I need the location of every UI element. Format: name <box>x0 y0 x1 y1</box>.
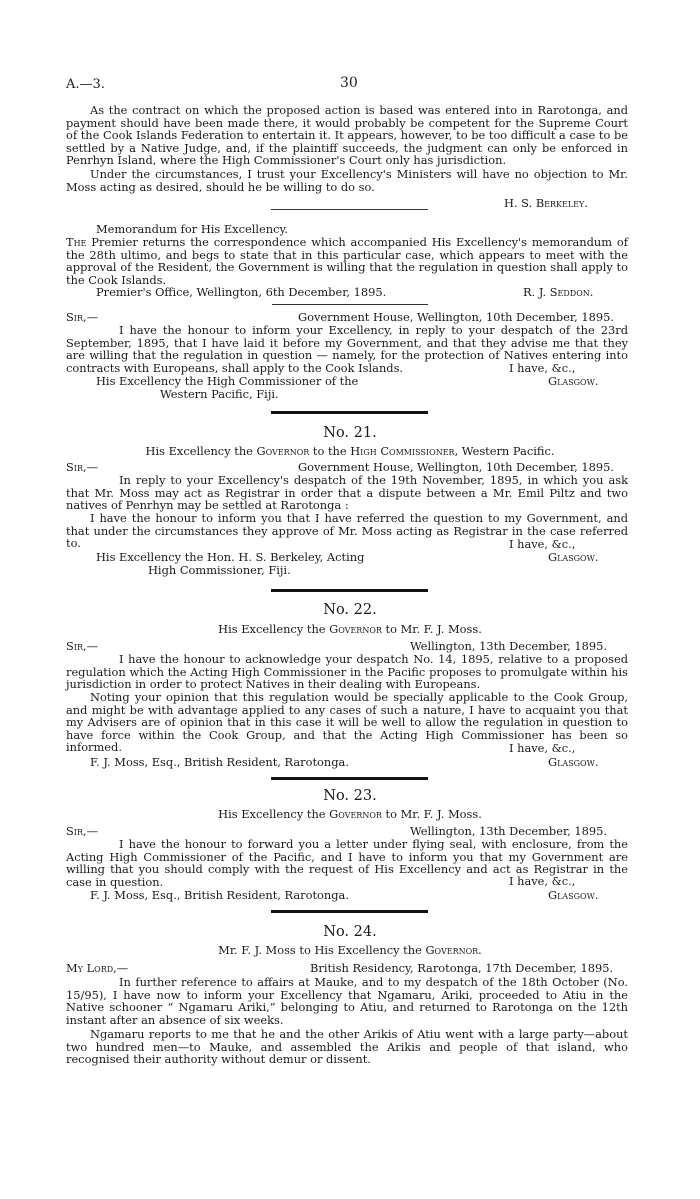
divider <box>271 209 428 210</box>
section-divider <box>271 589 428 592</box>
section-heading: His Excellency the Governor to Mr. F. J. Moss. <box>218 807 482 821</box>
addressee: F. J. Moss, Esq., British Resident, Rarotonga. <box>90 888 349 902</box>
paragraph: Noting your opinion that this regulation would be specially applicable to the Cook Group, and might be with advantage applied to any cases of such a nature, I have to acquaint you that my Advisers are of opinion that in this case it will be well to allow the regulation in question to have force within the Cook Group, and that the Acting High Commissioner has been so informed. <box>66 690 628 755</box>
closing: I have, &c., <box>509 874 576 888</box>
salutation: Sir,— <box>66 824 98 838</box>
section-number: No. 24. <box>323 924 377 940</box>
signature: H. S. Berkeley. <box>504 196 588 210</box>
section-heading: His Excellency the Governor to Mr. F. J. Moss. <box>218 622 482 636</box>
memorandum-title: Memorandum for His Excellency. <box>96 222 289 236</box>
salutation: Sir,— <box>66 639 98 653</box>
paragraph: In reply to your Excellency's despatch of the 19th November, 1895, in which you ask that Mr. Moss may act as Registrar in order that a dispute between a Mr. Emil Piltz and two natives of Penrhyn may be settled at Rarotonga : <box>66 473 628 513</box>
salutation: Sir,— <box>66 460 98 474</box>
paragraph-text: Premier returns the correspondence which accompanied His Excellency's memorandum of the 28th ultimo, and begs to state that in this particular case, which appears to meet with the approval of the Resident, the Government is willing that the regulation in question shall apply to the Cook Islands. <box>66 235 628 287</box>
paragraph: As the contract on which the proposed action is based was entered into in Rarotonga, and payment should have been made there, it would probably be competent for the Supreme Court of the Cook Islands Federation to entertain it. It appears, however, to be too difficult a case to be settled by a Native Judge, and, if the plaintiff succeeds, the judgment can only be enforced in Penrhyn Island, where the High Commissioner's Court only has jurisdiction. <box>66 103 628 168</box>
page-number: 30 <box>340 75 358 91</box>
paragraph <box>66 236 628 286</box>
section-divider <box>271 910 428 913</box>
addressee: F. J. Moss, Esq., British Resident, Rarotonga. <box>90 755 349 769</box>
place-date: Premier's Office, Wellington, 6th December, 1895. <box>96 285 387 299</box>
section-heading: His Excellency the Governor to the High Commissioner, Western Pacific. <box>145 444 555 458</box>
divider <box>272 304 428 305</box>
addressee: Western Pacific, Fiji. <box>160 387 279 401</box>
signature: Glasgow. <box>548 755 599 769</box>
address-date: Government House, Wellington, 10th December, 1895. <box>298 460 614 474</box>
paragraph: In further reference to affairs at Mauke, and to my despatch of the 18th October (No. 15/95), I have now to inform your Excellency that Ngamaru, Ariki, proceeded to Atiu in the Native schooner “ Ngamaru Ariki,” belonging to Atiu, and returned to Rarotonga on the 12th instant after an absence of six weeks. <box>66 975 628 1027</box>
addressee: High Commissioner, Fiji. <box>148 563 291 577</box>
paragraph: I have the honour to acknowledge your despatch No. 14, 1895, relative to a proposed regulation which the Acting High Commissioner in the Pacific proposes to promulgate within his jurisdiction in order to protect Natives in their dealing with Europeans. <box>66 652 628 692</box>
paragraph: Under the circumstances, I trust your Excellency's Ministers will have no objection to Mr. Moss acting as desired, should he be willing to do so. <box>66 167 628 194</box>
closing: I have, &c., <box>509 537 576 551</box>
closing: I have, &c., <box>509 361 576 375</box>
addressee: His Excellency the High Commissioner of the <box>96 374 359 388</box>
address-date: British Residency, Rarotonga, 17th December, 1895. <box>310 961 614 975</box>
drop-word: The <box>66 235 87 249</box>
signature: Glasgow. <box>548 550 599 564</box>
signature: R. J. Seddon. <box>523 285 594 299</box>
paragraph: I have the honour to forward you a letter under flying seal, with enclosure, from the Acting High Commissioner of the Pacific, and I have to inform you that my Government are willing that you should comply with the request of His Excellency and act as Registrar in the case in question. <box>66 837 628 889</box>
signature: Glasgow. <box>548 374 599 388</box>
paragraph: Ngamaru reports to me that he and the other Arikis of Atiu went with a large party—about two hundred men—to Mauke, and assembled the Arikis and people of that island, who recognised their authority without demur or dissent. <box>66 1027 628 1067</box>
address-date: Government House, Wellington, 10th December, 1895. <box>298 310 614 324</box>
section-number: No. 23. <box>323 788 377 804</box>
section-heading: Mr. F. J. Moss to His Excellency the Governor. <box>218 943 482 957</box>
paragraph: I have the honour to inform your Excellency, in reply to your despatch of the 23rd September, 1895, that I have laid it before my Government, and that they advise me that they are willing that the regulation in question — namely, for the protection of Natives entering into contracts with Europeans, shall apply to the Cook Islands. <box>66 323 628 375</box>
salutation: My Lord,— <box>66 961 129 975</box>
section-number: No. 22. <box>323 602 377 618</box>
addressee: His Excellency the Hon. H. S. Berkeley, Acting <box>96 550 365 564</box>
section-divider <box>271 411 428 414</box>
paragraph: I have the honour to inform you that I have referred the question to my Government, and that under the circumstances they approve of Mr. Moss acting as Registrar in the case referred to. <box>66 511 628 551</box>
section-number: No. 21. <box>323 425 377 441</box>
address-date: Wellington, 13th December, 1895. <box>410 824 607 838</box>
closing: I have, &c., <box>509 741 576 755</box>
document-reference: A.—3. <box>66 77 105 92</box>
signature: Glasgow. <box>548 888 599 902</box>
section-divider <box>271 777 428 780</box>
salutation: Sir,— <box>66 310 98 324</box>
address-date: Wellington, 13th December, 1895. <box>410 639 607 653</box>
